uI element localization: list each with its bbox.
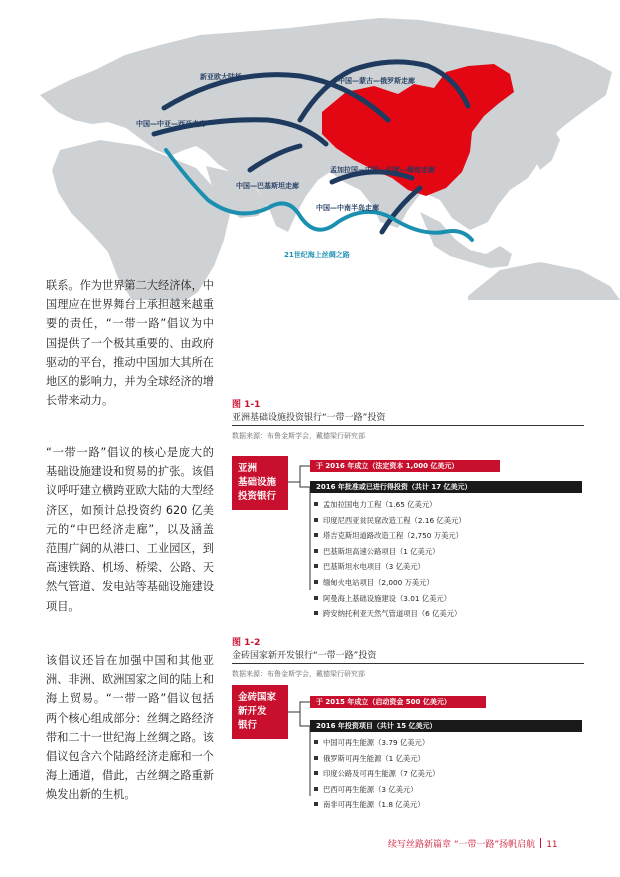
project-item: 孟加拉国电力工程（1.65 亿美元） [314,500,436,510]
project-item: 巴西可再生能源（3 亿美元） [314,785,418,795]
map-label-china-pakistan: 中国—巴基斯坦走廊 [236,182,299,190]
figure-1-2-title: 金砖国家新开发银行“一带一路”投资 [232,648,584,664]
project-item: 南非可再生能源（1.8 亿美元） [314,800,425,810]
body-paragraph-3: 该倡议还旨在加强中国和其他亚洲、非洲、欧洲国家之间的陆上和海上贸易。“一带一路”倡议包括两个核心组成部分：丝绸之路经济带和二十一世纪海上丝绸之路。该倡议包含六个陆路经济走廊和一个海上通道，借此，古丝绸之路重新焕发出新的生机。 [46,654,214,802]
map-label-china-indochina: 中国—中南半岛走廊 [316,204,379,212]
body-paragraph-2: “一带一路”倡议的核心是庞大的基础设施建设和贸易的扩张。该倡议呼吁建立横跨亚欧大陆的大型经济区，如预计总投资约 620 亿美元的“中巴经济走廊”，以及涵盖范围广阔的从港口、工业园区，到高速铁路、机场、桥梁、公路、天然气管道、发电站等基础设施建设项目。 [46,446,214,613]
figure-1-2-source: 数据来源：布鲁金斯学会，戴德梁行研究部 [232,670,365,678]
project-item: 阿曼海上基础设施建设（3.01 亿美元） [314,594,451,604]
project-item: 塔吉克斯坦道路改造工程（2,750 万美元） [314,531,463,541]
map-label-maritime-silk-road: 21世纪海上丝绸之路 [284,251,350,259]
aiib-projects-header: 2016 年批准或已进行得投资（共计 17 亿美元） [310,481,582,493]
project-item: 印度尼西亚贫民窟改造工程（2.16 亿美元） [314,516,466,526]
ndb-founded-bar: 于 2015 年成立（启动资金 500 亿美元） [310,696,486,708]
map-label-new-eurasian-land-bridge: 新亚欧大陆桥 [200,73,242,81]
page-footer [388,837,558,850]
body-paragraph-1: 联系。作为世界第二大经济体，中国理应在世界舞台上承担越来越重要的责任，“一带一路”倡议为中国提供了一个极其重要的、由政府驱动的平台，推动中国加大其所在地区的影响力，并为全球经济的增长带来动力。 [46,279,214,408]
map-label-china-mongolia-russia: 中国—蒙古—俄罗斯走廊 [338,77,415,85]
ndb-name: 金砖国家 新开发 银行 [238,692,277,731]
project-item: 跨安纳托利亚天然气管道项目（6 亿美元） [314,609,461,619]
project-item: 中国可再生能源（3.79 亿美元） [314,738,429,748]
footer-separator [540,838,541,848]
aiib-connector [288,460,312,600]
page-number: 11 [546,840,558,850]
project-item: 巴基斯坦高速公路项目（1 亿美元） [314,547,439,557]
aiib-founded-bar: 于 2016 年成立（法定资本 1,000 亿美元） [310,460,500,472]
ndb-box [232,685,288,739]
figure-1-1-title: 亚洲基础设施投资银行“一带一路”投资 [232,410,584,426]
map-label-bcim: 孟加拉国—中国—印度—缅甸走廊 [330,166,435,174]
project-item: 俄罗斯可再生能源（1 亿美元） [314,754,425,764]
figure-1-1-number: 图 1-1 [232,400,261,410]
figure-1-2-number: 图 1-2 [232,638,261,648]
project-item: 巴基斯坦水电项目（3 亿美元） [314,562,425,572]
footer-title: 续写丝路新篇章 “一带一路”扬帆启航 [388,840,536,850]
map-label-china-central-west-asia: 中国—中亚—西亚走廊 [136,120,206,128]
figure-1-1-source: 数据来源：布鲁金斯学会，戴德梁行研究部 [232,432,365,440]
project-item: 印度公路及可再生能源（7 亿美元） [314,769,439,779]
aiib-name: 亚洲 基础设施 投资银行 [238,463,277,502]
ndb-connector [288,696,312,806]
aiib-box [232,456,288,510]
ndb-projects-header: 2016 年投资项目（共计 15 亿美元） [310,720,582,732]
project-item: 缅甸火电站项目（2,000 万美元） [314,578,434,588]
